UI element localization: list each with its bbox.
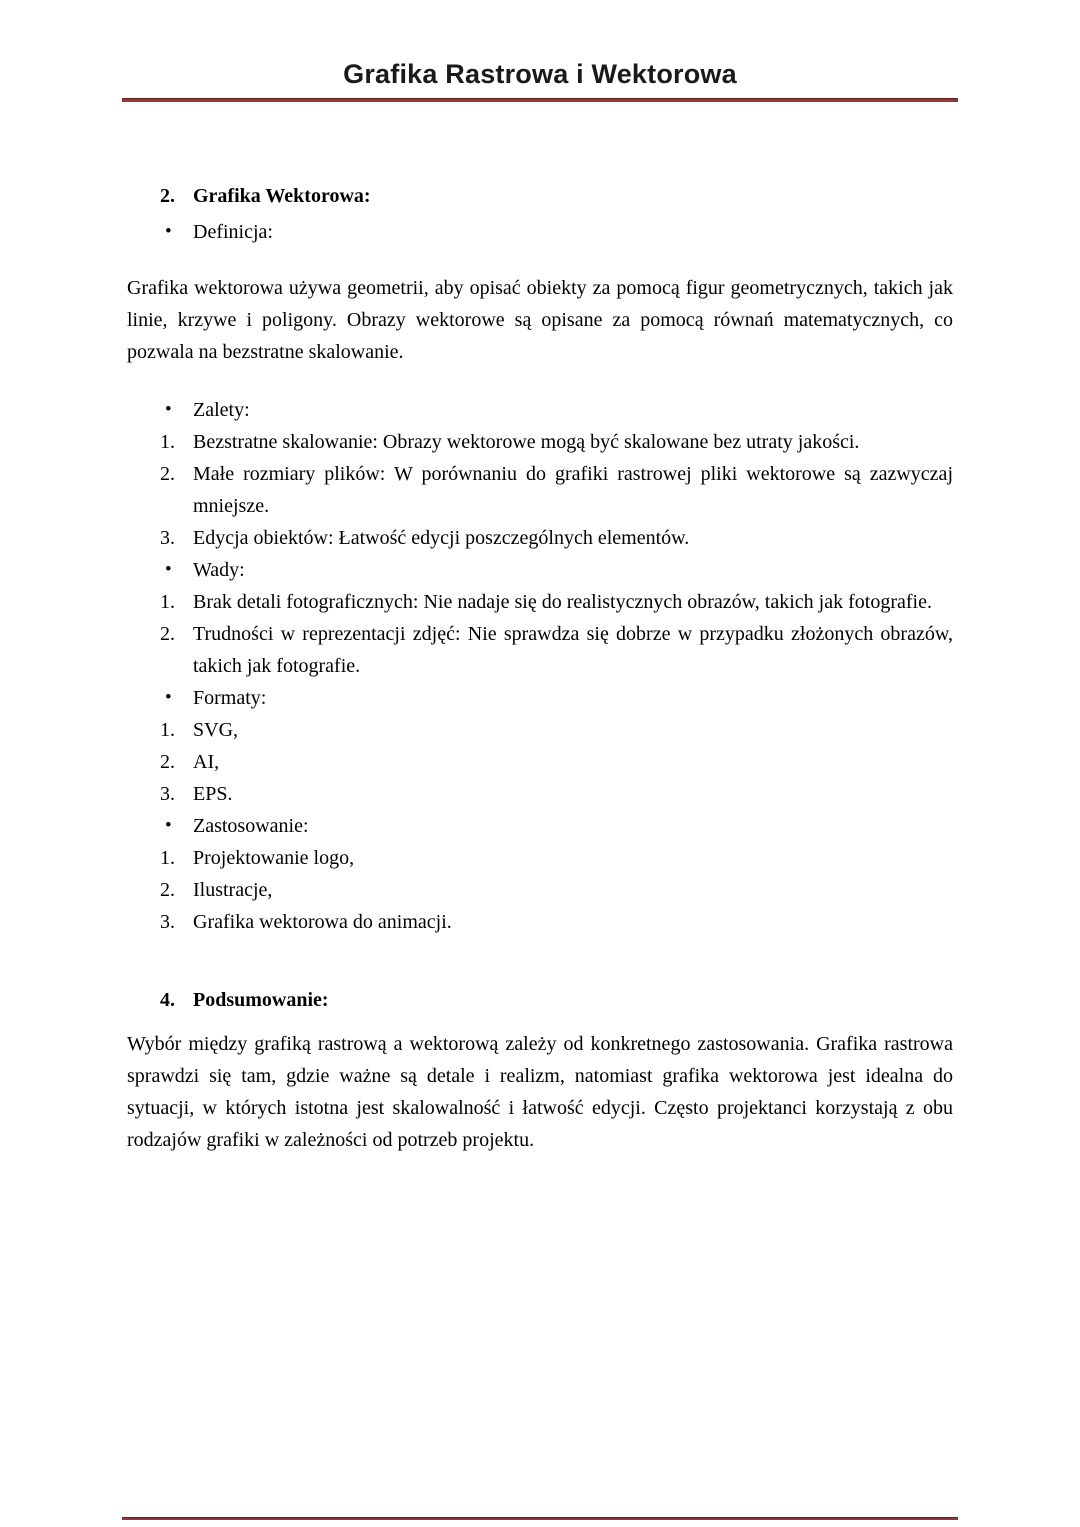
heading-title: Grafika Wektorowa: xyxy=(193,185,371,207)
bullet-label: Wady: xyxy=(193,559,245,581)
numbered-item xyxy=(127,586,953,618)
paragraph-definicja: Grafika wektorowa używa geometrii, aby opisać obiekty za pomocą figur geometrycznych, takich jak linie, krzywe i poligony. Obrazy wektorowe są opisane za pomocą równań matematycznych, co pozwala na bezstratne skalowanie. xyxy=(127,277,953,363)
document-body xyxy=(0,180,1080,1156)
numbered-item xyxy=(127,842,953,874)
bullet-icon: • xyxy=(165,687,172,708)
bullet-label: Zalety: xyxy=(193,399,250,421)
bullet-item-wady xyxy=(127,554,953,586)
bullet-icon: • xyxy=(165,815,172,836)
bullet-item-definicja xyxy=(127,216,953,248)
item-number: 3. xyxy=(160,527,175,549)
bullet-label: Zastosowanie: xyxy=(193,815,309,837)
item-number: 2. xyxy=(160,463,175,485)
item-number: 1. xyxy=(160,591,175,613)
bullet-item-zastosowanie xyxy=(127,810,953,842)
item-number: 1. xyxy=(160,719,175,741)
bullet-icon: • xyxy=(165,559,172,580)
section-heading-wektorowa xyxy=(127,180,953,212)
numbered-item xyxy=(127,874,953,906)
item-text: EPS. xyxy=(193,783,233,805)
item-number: 2. xyxy=(160,751,175,773)
item-text: AI, xyxy=(193,751,220,773)
item-number: 2. xyxy=(160,623,175,645)
numbered-item xyxy=(127,522,953,554)
heading-number: 4. xyxy=(160,989,175,1011)
item-text: Trudności w reprezentacji zdjęć: Nie sprawdza się dobrze w przypadku złożonych obrazów, takich jak fotografie. xyxy=(193,623,953,677)
bullet-icon: • xyxy=(165,221,172,242)
footer-rule xyxy=(122,1517,958,1520)
item-number: 3. xyxy=(160,783,175,805)
item-text: SVG, xyxy=(193,719,239,741)
bullet-icon: • xyxy=(165,399,172,420)
item-text: Edycja obiektów: Łatwość edycji poszczególnych elementów. xyxy=(193,527,690,549)
item-text: Brak detali fotograficznych: Nie nadaje się do realistycznych obrazów, takich jak fotografie. xyxy=(193,591,932,613)
paragraph-podsumowanie: Wybór między grafiką rastrową a wektorową zależy od konkretnego zastosowania. Grafika rastrowa sprawdzi się tam, gdzie ważne są detale i realizm, natomiast grafika wektorowa jest idealna do sytuacji, w których istotna jest skalowalność i łatwość edycji. Często projektanci korzystają z obu rodzajów grafiki w zależności od potrzeb projektu. xyxy=(127,1033,953,1151)
item-text: Grafika wektorowa do animacji. xyxy=(193,911,452,933)
header-rule xyxy=(122,98,958,102)
item-text: Małe rozmiary plików: W porównaniu do grafiki rastrowej pliki wektorowe są zazwyczaj mniejsze. xyxy=(193,463,953,517)
document-header xyxy=(0,0,1080,92)
item-number: 1. xyxy=(160,431,175,453)
numbered-item xyxy=(127,778,953,810)
heading-title: Podsumowanie: xyxy=(193,989,329,1011)
section-heading-podsumowanie xyxy=(127,984,953,1016)
numbered-item xyxy=(127,906,953,938)
item-text: Bezstratne skalowanie: Obrazy wektorowe mogą być skalowane bez utraty jakości. xyxy=(193,431,860,453)
numbered-item xyxy=(127,426,953,458)
bullet-item-formaty xyxy=(127,682,953,714)
item-number: 3. xyxy=(160,911,175,933)
item-number: 1. xyxy=(160,847,175,869)
numbered-item xyxy=(127,618,953,682)
numbered-item xyxy=(127,746,953,778)
numbered-item xyxy=(127,458,953,522)
bullet-item-zalety xyxy=(127,394,953,426)
bullet-label: Formaty: xyxy=(193,687,267,709)
item-text: Projektowanie logo, xyxy=(193,847,355,869)
item-text: Ilustracje, xyxy=(193,879,273,901)
bullet-label: Definicja: xyxy=(193,221,273,243)
numbered-item xyxy=(127,714,953,746)
heading-number: 2. xyxy=(160,185,175,207)
item-number: 2. xyxy=(160,879,175,901)
document-title: Grafika Rastrowa i Wektorowa xyxy=(343,59,737,89)
